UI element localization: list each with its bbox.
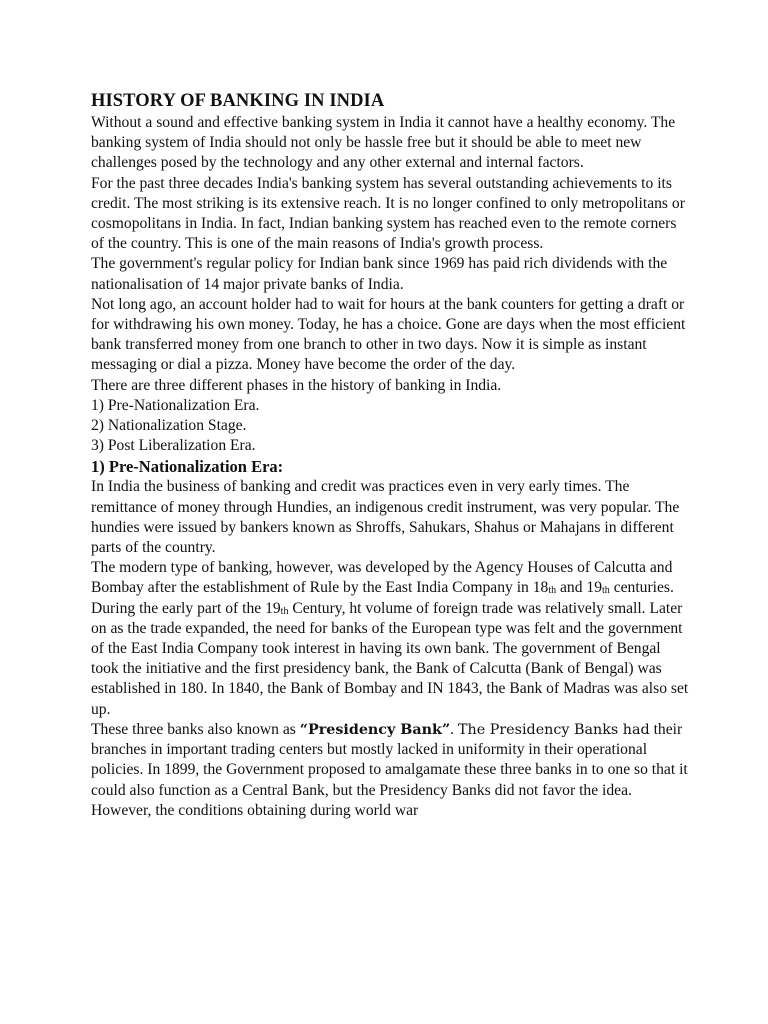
paragraph-text: . bbox=[450, 720, 458, 738]
document-title: HISTORY OF BANKING IN INDIA bbox=[91, 91, 385, 111]
paragraph-text: These three banks also known as bbox=[91, 720, 300, 738]
section-paragraph-3 bbox=[91, 599, 691, 720]
section-paragraph-2 bbox=[91, 558, 691, 598]
phase-item-3: 3) Post Liberalization Era. bbox=[91, 437, 256, 455]
intro-paragraph-4: Not long ago, an account holder had to wait for hours at the bank counters for getting a draft or for withdrawing his own money. Today, he has a choice. Gone are days when the most efficient bank transferred money from one branch to other in two days. Now it is simple as instant messaging or dial a pizza. Money have become the order of the day. bbox=[91, 295, 686, 374]
paragraph-text: Century, ht volume of foreign trade was relatively small. Later on as the trade expanded, the need for banks of the European type was felt and the government of the East India Company took interest in having its own bank. The government of Bengal took the initiative and the first presidency bank, the Bank of Calcutta (Bank of Bengal) was established in 180. In 1840, the Bank of Bombay and IN 1843, the Bank of Madras was also set up. bbox=[91, 599, 689, 718]
paragraph-text: and 19 bbox=[556, 579, 603, 597]
section-paragraph-1: In India the business of banking and credit was practices even in very early times. The remittance of money through Hundies, an indigenous credit instrument, was very popular. The hundies were issued by bankers known as Shroffs, Sahukars, Shahus or Mahajans in different parts of the country. bbox=[91, 478, 680, 557]
document-page bbox=[91, 89, 691, 821]
intro-paragraph-1: Without a sound and effective banking system in India it cannot have a healthy economy. The banking system of India should not only be hassle free but it should be able to meet new challenges posed by the technology and any other external and internal factors. bbox=[91, 114, 676, 172]
section-paragraph-4 bbox=[91, 720, 691, 821]
ordinal-suffix: th bbox=[280, 605, 289, 617]
phase-item-1: 1) Pre-Nationalization Era. bbox=[91, 396, 260, 414]
intro-paragraph-2: For the past three decades India's banking system has several outstanding achievements to its credit. The most striking is its extensive reach. It is no longer confined to only metropolitans or cosmopolitans in India. In fact, Indian banking system has reached even to the remote corners of the country. This is one of the main reasons of India's growth process. bbox=[91, 174, 685, 253]
paragraph-text: The modern type of banking, however, was developed by the Agency Houses of Calcutta and Bombay after the establishment of Rule by the East India Company in 18 bbox=[91, 559, 673, 597]
intro-paragraph-3: The government's regular policy for Indian bank since 1969 has paid rich dividends with the nationalisation of 14 major private banks of India. bbox=[91, 255, 668, 293]
ordinal-suffix: th bbox=[602, 585, 610, 597]
paragraph-text: During the early part of the 19 bbox=[91, 599, 281, 617]
presidency-banks-phrase: The Presidency Banks had bbox=[457, 721, 650, 738]
presidency-bank-quote: “Presidency Bank” bbox=[299, 721, 451, 738]
paragraph-text: their branches in important trading centers but mostly lacked in uniformity in their operational policies. In 1899, the Government proposed to amalgamate these three banks in to one so that it could also function as a Central Bank, but the Presidency Banks did not favor the idea. However, the conditions obtaining during world war bbox=[91, 720, 688, 819]
phase-item-2: 2) Nationalization Stage. bbox=[91, 417, 247, 435]
section-heading-pre-nationalization: 1) Pre-Nationalization Era: bbox=[91, 457, 284, 477]
paragraph-text: centuries. bbox=[609, 579, 674, 597]
intro-paragraph-5: There are three different phases in the history of banking in India. bbox=[91, 376, 502, 394]
ordinal-suffix: th bbox=[548, 585, 557, 597]
